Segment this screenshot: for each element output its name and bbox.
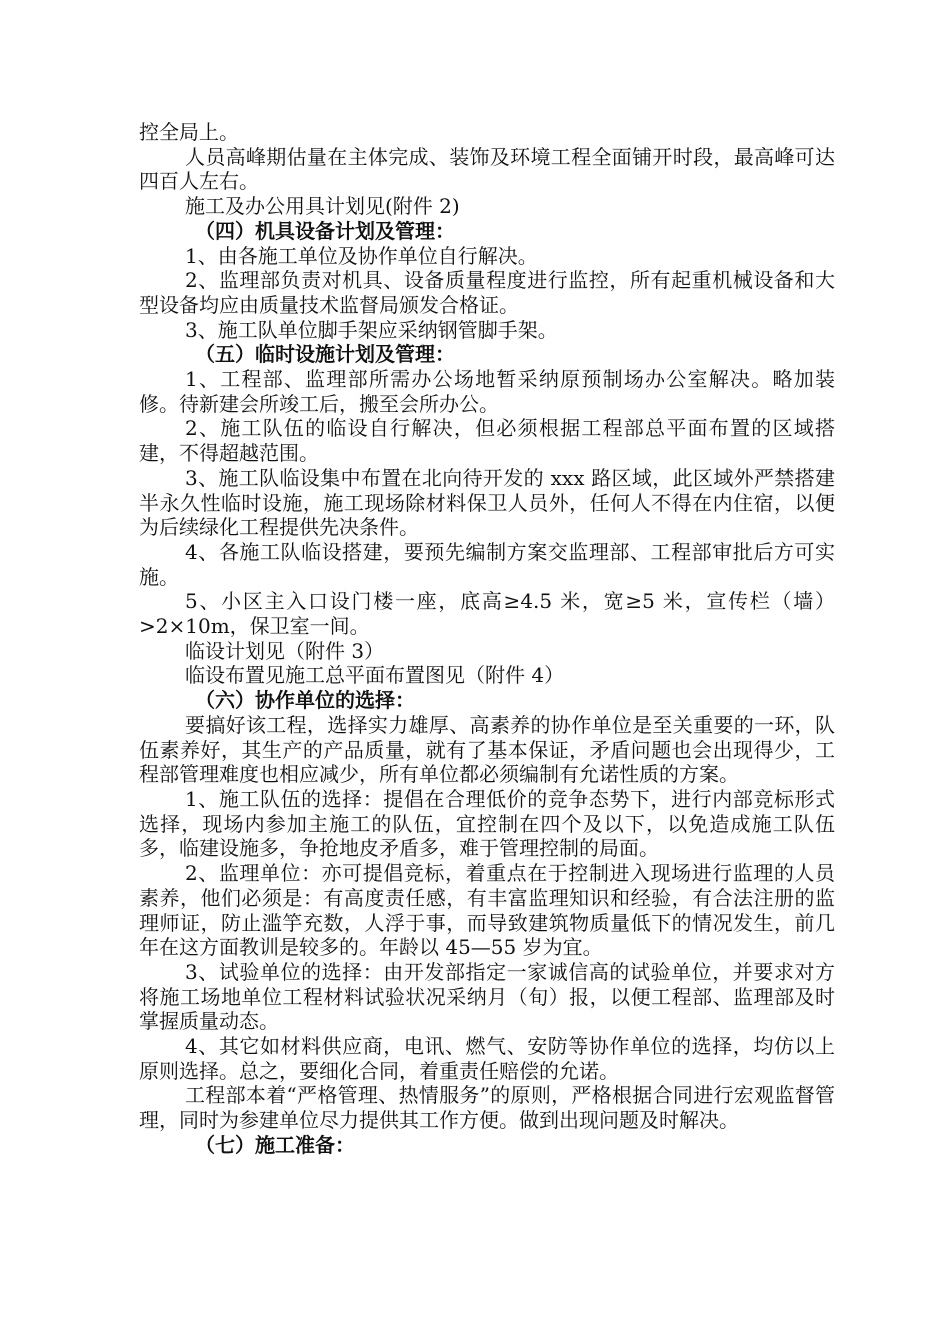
- body-paragraph: 4、其它如材料供应商，电讯、燃气、安防等协作单位的选择，均仿以上原则选择。总之，要细化合同，着重责任赔偿的允诺。: [139, 1034, 835, 1083]
- body-paragraph: 4、各施工队临设搭建，要预先编制方案交监理部、工程部审批后方可实施。: [139, 539, 835, 589]
- section-heading: （六）协作单位的选择：: [195, 688, 415, 713]
- body-paragraph: 施工及办公用具计划见(附件 2): [185, 194, 460, 219]
- body-paragraph: 2、施工队伍的临设自行解决，但必须根据工程部总平面布置的区域搭建，不得超越范围。: [139, 416, 835, 466]
- body-paragraph: 3、施工队临设集中布置在北向待开发的 xxx 路区域，此区域外严禁搭建半永久性临时设施，施工现场除材料保卫人员外，任何人不得在内住宿，以便为后续绿化工程提供先决条件。: [139, 465, 835, 540]
- section-heading: （七）施工准备：: [195, 1132, 355, 1157]
- body-paragraph: 1、工程部、监理部所需办公场地暂采纳原预制场办公室解决。略加装修。待新建会所竣工后，搬至会所办公。: [139, 367, 835, 416]
- body-paragraph: 2、监理单位：亦可提倡竞标，着重点在于控制进入现场进行监理的人员素养，他们必须是：有高度责任感，有丰富监理知识和经验，有合法注册的监理师证，防止滥竽充数，人浮于事，而导致建筑物质量低下的情况发生，前几年在这方面教训是较多的。年龄以 45—55 岁为宜。: [139, 861, 835, 960]
- body-paragraph: 1、由各施工单位及协作单位自行解决。: [185, 243, 538, 268]
- body-paragraph: 临设计划见（附件 3）: [185, 638, 385, 663]
- body-paragraph: 人员高峰期估量在主体完成、装饰及环境工程全面铺开时段，最高峰可达四百人左右。: [139, 144, 835, 194]
- section-heading: （五）临时设施计划及管理：: [195, 342, 455, 367]
- body-paragraph: 工程部本着“严格管理、热情服务”的原则，严格根据合同进行宏观监督管理，同时为参建单位尽力提供其工作方便。做到出现问题及时解决。: [139, 1083, 835, 1133]
- body-paragraph: 控全局上。: [139, 120, 239, 144]
- body-paragraph: 1、施工队伍的选择：提倡在合理低价的竞争态势下，进行内部竞标形式选择，现场内参加主施工的队伍，宜控制在四个及以下，以免造成施工队伍多，临建设施多，争抢地皮矛盾多，难于管理控制的局面。: [139, 786, 835, 861]
- section-heading: （四）机具设备计划及管理：: [195, 218, 455, 243]
- body-paragraph: 临设布置见施工总平面布置图见（附件 4）: [185, 663, 565, 688]
- body-paragraph: 3、施工队单位脚手架应采纳钢管脚手架。: [185, 317, 558, 342]
- body-paragraph: 要搞好该工程，选择实力雄厚、高素养的协作单位是至关重要的一环，队伍素养好，其生产的产品质量，就有了基本保证，矛盾问题也会出现得少，工程部管理难度也相应减少，所有单位都必须编制有允诺性质的方案。: [139, 712, 835, 787]
- document-body: [139, 120, 835, 1158]
- body-paragraph: 2、监理部负责对机具、设备质量程度进行监控，所有起重机械设备和大型设备均应由质量技术监督局颁发合格证。: [139, 268, 835, 317]
- body-paragraph: 3、试验单位的选择：由开发部指定一家诚信高的试验单位，并要求对方将施工场地单位工程材料试验状况采纳月（旬）报，以便工程部、监理部及时掌握质量动态。: [139, 959, 835, 1034]
- body-paragraph: 5、小区主入口设门楼一座，底高≥4.5 米，宽≥5 米，宣传栏（墙）>2×10m，保卫室一间。: [139, 589, 835, 639]
